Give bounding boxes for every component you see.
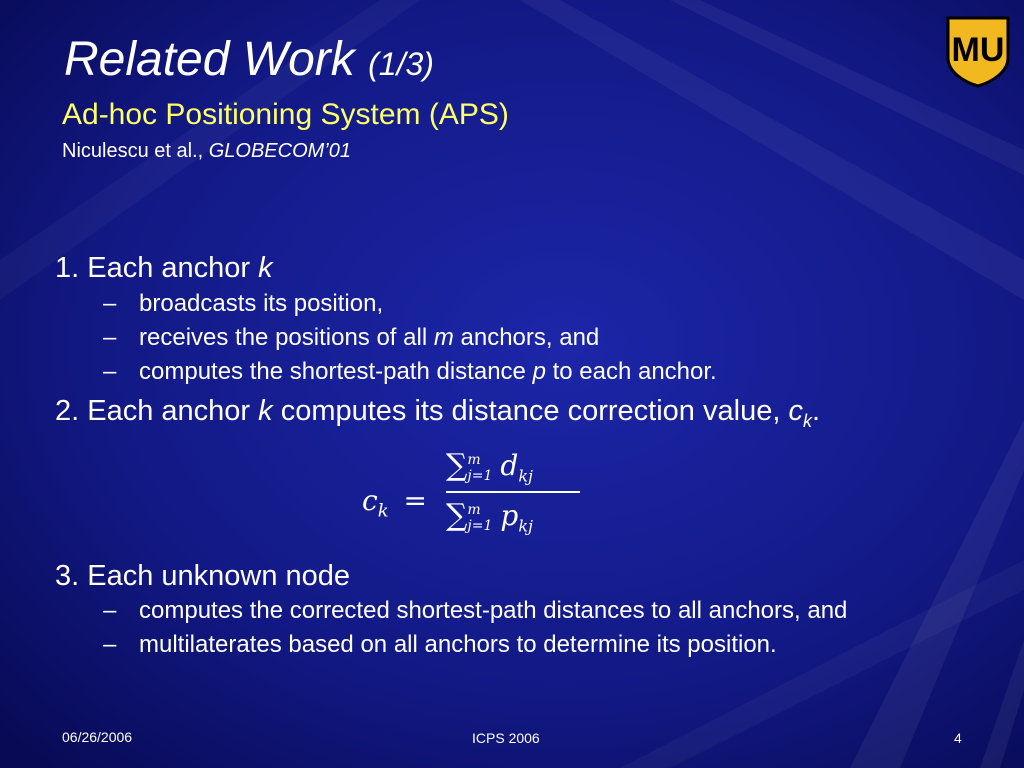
formula-numerator: [446, 448, 533, 486]
denominator-subscript: kj: [518, 516, 533, 536]
footer-date: 06/26/2006: [62, 729, 133, 745]
sum-upper-limit: m: [467, 451, 481, 468]
citation-venue: GLOBECOM’01: [208, 140, 351, 162]
sub-item: – multilaterates based on all anchors to determine its position.: [103, 631, 777, 658]
fraction-bar: [446, 491, 580, 493]
sub-item-text: computes the corrected shortest-path distances to all anchors, and: [139, 597, 848, 624]
step-text-middle: computes its distance correction value,: [272, 395, 789, 427]
slide-title: [64, 30, 434, 94]
sub-item-variable: m: [433, 324, 454, 351]
step-variable: k: [258, 252, 273, 284]
sub-item: – receives the positions of all m anchors, and: [103, 324, 600, 351]
sum-upper-limit: m: [467, 501, 481, 518]
step-text: Each unknown node: [87, 560, 351, 592]
formula-lhs: c: [362, 484, 378, 517]
step-text-end: .: [811, 395, 821, 427]
step-number: 2.: [55, 395, 80, 427]
citation: [62, 138, 351, 164]
sub-item: – computes the shortest-path distance p to each anchor.: [103, 358, 717, 385]
denominator-variable: p: [500, 499, 519, 532]
numerator-variable: d: [500, 449, 519, 482]
sub-item-text-end: to each anchor.: [545, 358, 717, 385]
citation-authors: Niculescu et al.,: [62, 140, 209, 162]
sub-item: – broadcasts its position,: [103, 290, 384, 317]
university-logo: [944, 14, 1012, 88]
logo-text: MU: [951, 31, 1005, 69]
step-variable: k: [258, 395, 273, 427]
step-text: Each anchor: [87, 252, 259, 284]
correction-subscript: k: [802, 410, 812, 431]
sub-item-text: multilaterates based on all anchors to determine its position.: [139, 631, 777, 658]
sub-item-text-end: anchors, and: [453, 324, 600, 351]
numerator-subscript: kj: [518, 466, 533, 486]
step-number: 1.: [55, 252, 80, 284]
sum-symbol: ∑: [446, 448, 468, 483]
step-text: Each anchor: [87, 395, 259, 427]
step-2: [55, 393, 820, 439]
footer-conference: ICPS 2006: [472, 730, 540, 746]
sum-lower-limit: j=1: [467, 467, 493, 484]
sub-item-variable: p: [532, 358, 546, 385]
formula-lhs-subscript: k: [377, 500, 389, 522]
title-text: Related Work: [64, 33, 355, 86]
sub-item-text: computes the shortest-path distance: [139, 358, 533, 385]
formula-equals: =: [403, 484, 427, 517]
slide-subtitle: Ad-hoc Positioning System (APS): [62, 98, 509, 131]
sub-item-text: receives the positions of all: [139, 324, 434, 351]
formula-denominator: [446, 498, 533, 536]
sum-lower-limit: j=1: [467, 517, 493, 534]
sum-symbol: ∑: [446, 498, 468, 533]
slide-number: 4: [954, 730, 962, 746]
step-1: [55, 250, 273, 286]
step-3: [55, 558, 350, 594]
sub-item-text: broadcasts its position,: [139, 290, 384, 317]
sub-item: – computes the corrected shortest-path distances to all anchors, and: [103, 597, 848, 624]
title-part-indicator: (1/3): [368, 46, 434, 82]
step-number: 3.: [55, 560, 80, 592]
correction-variable: c: [788, 395, 803, 427]
